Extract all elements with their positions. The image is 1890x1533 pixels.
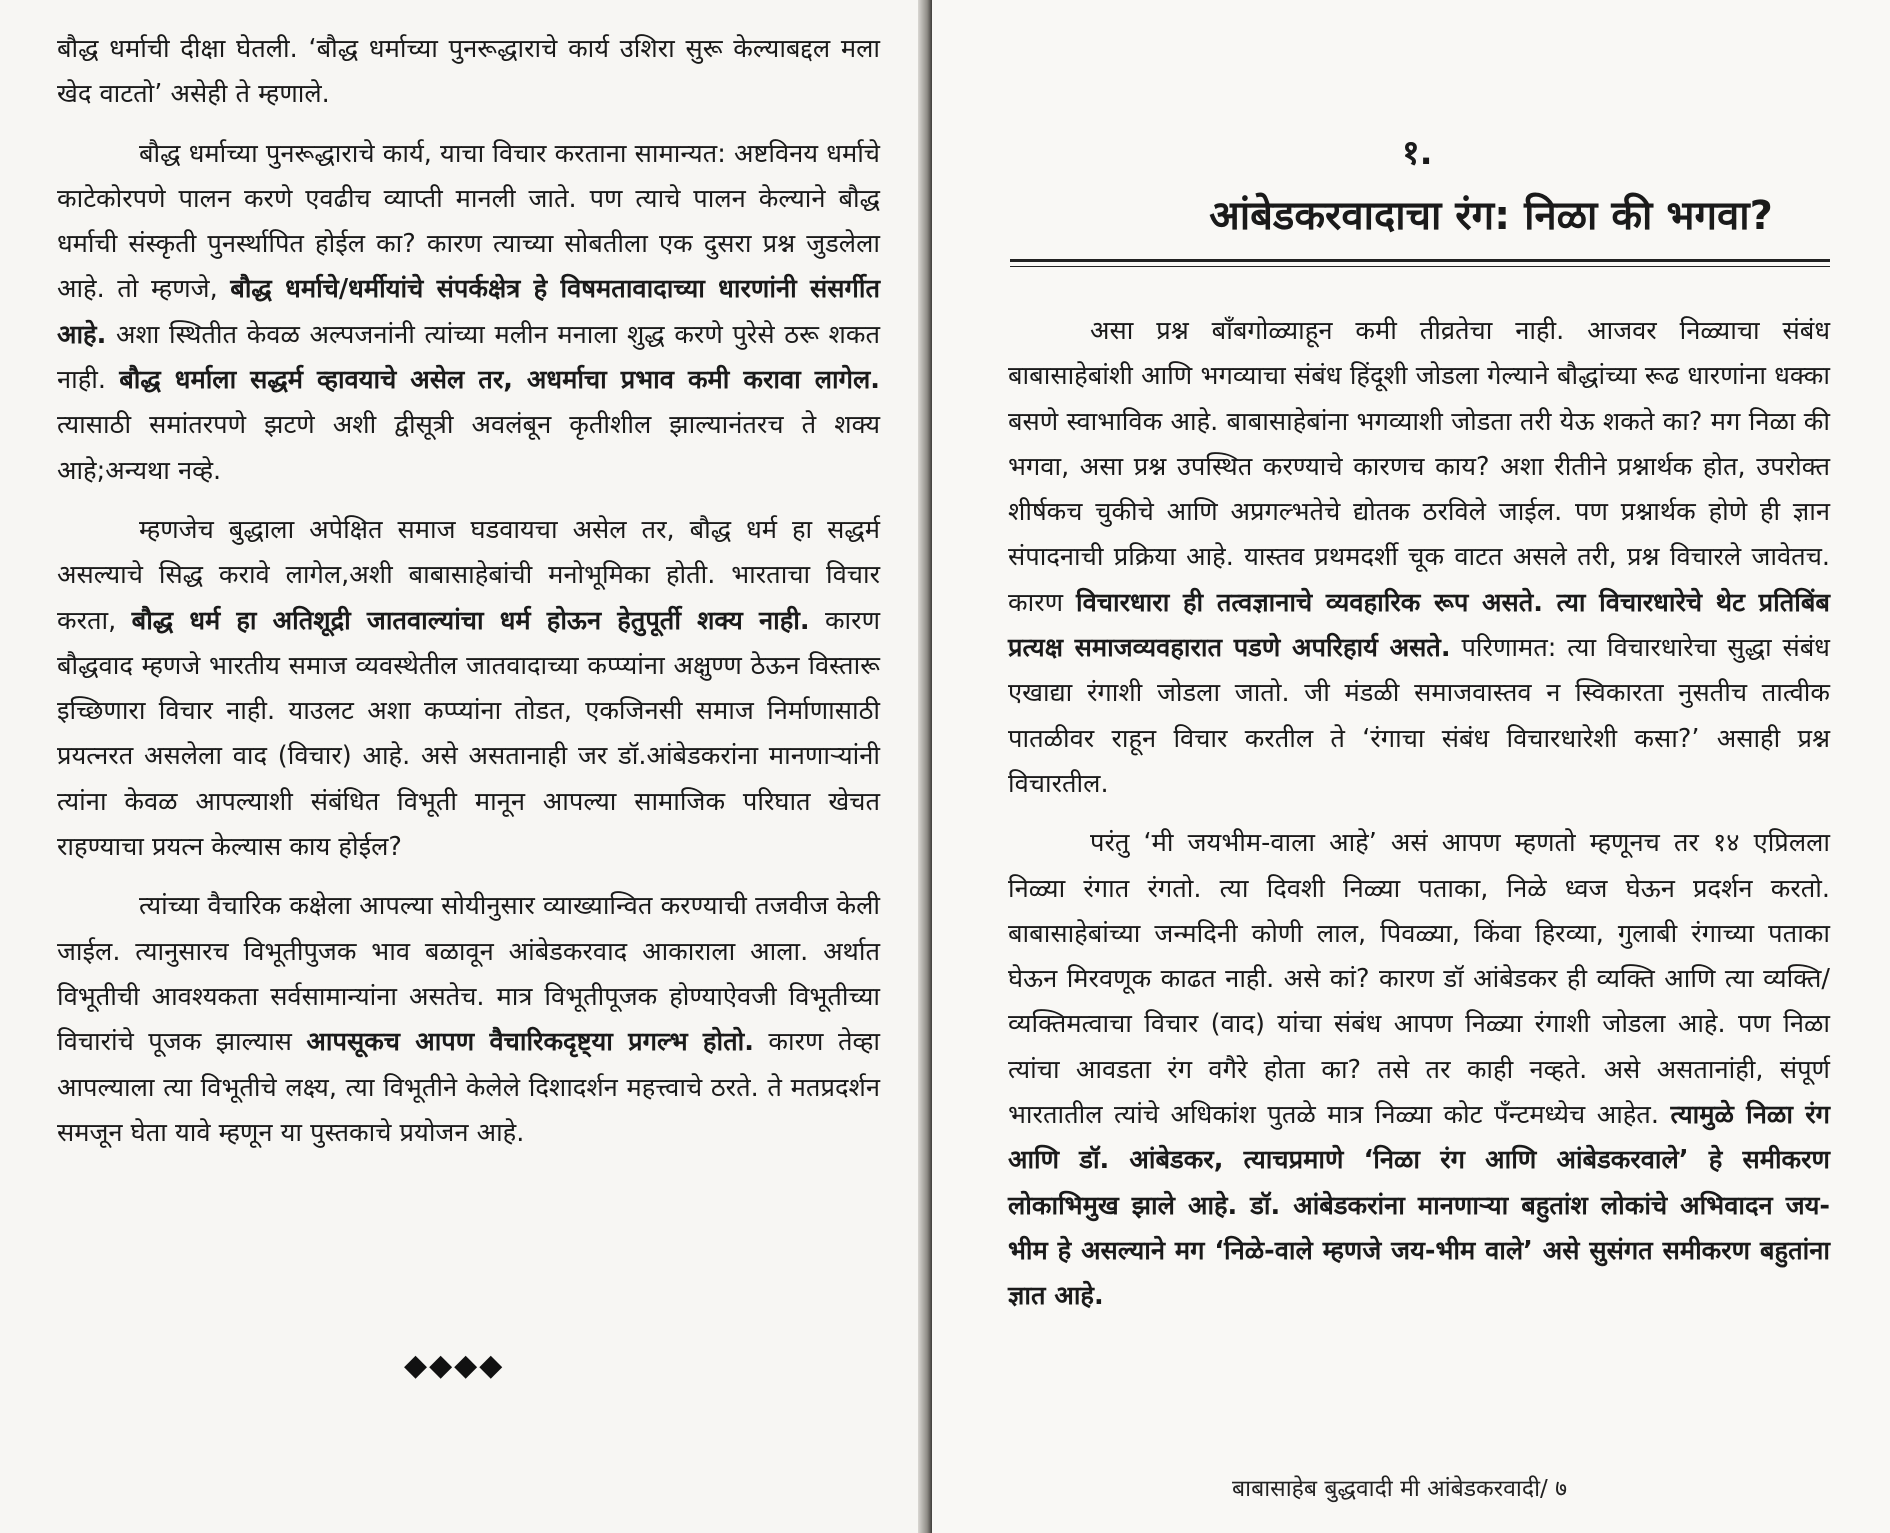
title-rule [1010,259,1830,262]
bold-text: बौद्ध धर्म हा अतिशूद्री जातवाल्यांचा धर्म होऊन हेतुपूर्ती शक्य नाही. [131,605,810,636]
page-footer: बाबासाहेब बुद्धवादी मी आंबेडकरवादी/ ७ [1232,1476,1568,1502]
paragraph: असा प्रश्न बाँबगोळ्याहून कमी तीव्रतेचा नाही. आजवर निळ्याचा संबंध बाबासाहेबांशी आणि भगव्याचा संबंध हिंदूशी जोडला गेल्याने बौद्धांच्या रूढ धारणांना धक्का बसणे स्वाभाविक आहे. बाबासाहेबांना भगव्याशी जोडता तरी येऊ शकते का? मग निळा की भगवा, असा प्रश्न उपस्थित करण्याचे कारणच काय? अशा रीतीने प्रश्नार्थक होत, उपरोक्त शीर्षकच चुकीचे आणि अप्रगल्भतेचे द्योतक ठरविले जाईल. पण प्रश्नार्थक होणे ही ज्ञान संपादनाची प्रक्रिया आहे. यास्तव प्रथमदर्शी चूक वाटत असले तरी, प्रश्न विचारले जावेतच. कारण विचारधारा ही तत्वज्ञानाचे व्यवहारिक रूप असते. त्या विचारधारेचे थेट प्रतिबिंब प्रत्यक्ष समाजव्यवहारात पडणे अपरिहार्य असते. परिणामत: त्या विचारधारेचा सुद्धा संबंध एखाद्या रंगाशी जोडला जातो. जी मंडळी समाजवास्तव न स्विकारता नुसतीच तात्वीक पातळीवर राहून विचार करतील ते ‘रंगाचा संबंध विचारधारेशी कसा?’ असाही प्रश्न विचारतील. [1008,316,1830,799]
bold-text: विचारधारा ही तत्वज्ञानाचे व्यवहारिक रूप असते. त्या विचारधारेचे थेट प्रतिबिंब प्रत्यक्ष समाजव्यवहारात पडणे अपरिहार्य असते. [1008,587,1830,664]
title-rule-thin [1010,266,1830,267]
chapter-title: आंबेडकरवादाचा रंग: निळा की भगवा? [1209,193,1773,239]
bold-text: त्यामुळे निळा रंग आणि डॉ. आंबेडकर, त्याचप्रमाणे ‘निळा रंग आणि आंबेडकरवाले’ हे समीकरण लोकाभिमुख झाले आहे. डॉ. आंबेडकरांना मानणाऱ्या बहुतांश लोकांचे अभिवादन जय-भीम हे असल्याने मग ‘निळे-वाले म्हणजे जय-भीम वाले’ असे सुसंगत समीकरण बहुतांना ज्ञात आहे. [1008,1100,1830,1312]
left-page-text [57,27,880,1156]
bold-text: बौद्ध धर्माचे/धर्मीयांचे संपर्कक्षेत्र हे विषमतावादाच्या धारणांनी संसर्गीत आहे. [57,274,881,350]
paragraph: बौद्ध धर्माची दीक्षा घेतली. ‘बौद्ध धर्माच्या पुनरूद्धाराचे कार्य उशिरा सुरू केल्याबद्दल मला खेद वाटतो’ असेही ते म्हणाले. [57,34,880,110]
paragraph: त्यांच्या वैचारिक कक्षेला आपल्या सोयीनुसार व्याख्यान्वित करण्याची तजवीज केली जाईल. त्यानुसारच विभूतीपुजक भाव बळावून आंबेडकरवाद आकाराला आला. अर्थात विभूतीची आवश्यकता सर्वसामान्यांना असतेच. मात्र विभूतीपूजक होण्याऐवजी विभूतीच्या विचारांचे पूजक झाल्यास आपसूकच आपण वैचारिकदृष्ट्या प्रगल्भ होतो. कारण तेव्हा आपल्याला त्या विभूतीचे लक्ष्य, त्या विभूतीने केलेले दिशादर्शन महत्त्वाचे ठरते. ते मतप्रदर्शन समजून घेता यावे म्हणून या पुस्तकाचे प्रयोजन आहे. [57,891,880,1148]
left-page [0,0,932,1533]
paragraph: परंतु ‘मी जयभीम-वाला आहे’ असं आपण म्हणतो म्हणूनच तर १४ एप्रिलला निळ्या रंगात रंगतो. त्या दिवशी निळ्या पताका, निळे ध्वज घेऊन प्रदर्शन करतो. बाबासाहेबांच्या जन्मदिनी कोणी लाल, पिवळ्या, किंवा हिरव्या, गुलाबी रंगाच्या पताका घेऊन मिरवणूक काढत नाही. असे कां? कारण डॉ आंबेडकर ही व्यक्ति आणि त्या व्यक्ति/व्यक्तिमत्वाचा विचार (वाद) यांचा संबंध आपण निळ्या रंगाशी जोडला आहे. पण निळा त्यांचा आवडता रंग वगैरे होता का? तसे तर काही नव्हते. असे असतानांही, संपूर्ण भारतातील त्यांचे अधिकांश पुतळे मात्र निळ्या कोट पॅंन्टमध्येच आहेत. त्यामुळे निळा रंग आणि डॉ. आंबेडकर, त्याचप्रमाणे ‘निळा रंग आणि आंबेडकरवाले’ हे समीकरण लोकाभिमुख झाले आहे. डॉ. आंबेडकरांना मानणाऱ्या बहुतांश लोकांचे अभिवादन जय-भीम हे असल्याने मग ‘निळे-वाले म्हणजे जय-भीम वाले’ असे सुसंगत समीकरण बहुतांना ज्ञात आहे. [1008,828,1830,1312]
bold-text: बौद्ध धर्माला सद्धर्म व्हावयाचे असेल तर, अधर्माचा प्रभाव कमी करावा लागेल. [119,365,880,396]
chapter-number: १. [1402,133,1433,173]
paragraph: म्हणजेच बुद्धाला अपेक्षित समाज घडवायचा असेल तर, बौद्ध धर्म हा सद्धर्म असल्याचे सिद्ध करावे लागेल,अशी बाबासाहेबांची मनोभूमिका होती. भारताचा विचार करता, बौद्ध धर्म हा अतिशूद्री जातवाल्यांचा धर्म होऊन हेतुपूर्ती शक्य नाही. कारण बौद्धवाद म्हणजे भारतीय समाज व्यवस्थेतील जातवादाच्या कप्प्यांना अक्षुण्ण ठेऊन विस्तारू इच्छिणारा विचार नाही. याउलट अशा कप्प्यांना तोडत, एकजिनसी समाज निर्माणासाठी प्रयत्नरत असलेला वाद (विचार) आहे. असे असतानाही जर डॉ.आंबेडकरांना मानणाऱ्यांनी त्यांना केवळ आपल्याशी संबंधित विभूती मानून आपल्या सामाजिक परिघात खेचत राहण्याचा प्रयत्न केल्यास काय होईल? [57,514,881,863]
section-end-ornament: ◆◆◆◆ [404,1348,505,1383]
right-page [932,0,1890,1533]
bold-text: आपसूकच आपण वैचारिकदृष्ट्या प्रगल्भ होतो. [306,1027,754,1058]
right-page-text [1008,309,1830,1320]
paragraph: बौद्ध धर्माच्या पुनरूद्धाराचे कार्य, याचा विचार करताना सामान्यत: अष्टविनय धर्माचे काटेकोरपणे पालन करणे एवढीच व्याप्ती मानली जाते. पण त्याचे पालन केल्याने बौद्ध धर्माची संस्कृती पुनर्स्थापित होईल का? कारण त्याच्या सोबतीला एक दुसरा प्रश्न जुडलेला आहे. तो म्हणजे, बौद्ध धर्माचे/धर्मीयांचे संपर्कक्षेत्र हे विषमतावादाच्या धारणांनी संसर्गीत आहे. अशा स्थितीत केवळ अल्पजनांनी त्यांच्या मलीन मनाला शुद्ध करणे पुरेसे ठरू शकत नाही. बौद्ध धर्माला सद्धर्म व्हावयाचे असेल तर, अधर्माचा प्रभाव कमी करावा लागेल. त्यासाठी समांतरपणे झटणे अशी द्वीसूत्री अवलंबून कृतीशील झाल्यानंतरच ते शक्य आहे;अन्यथा नव्हे. [57,138,881,486]
